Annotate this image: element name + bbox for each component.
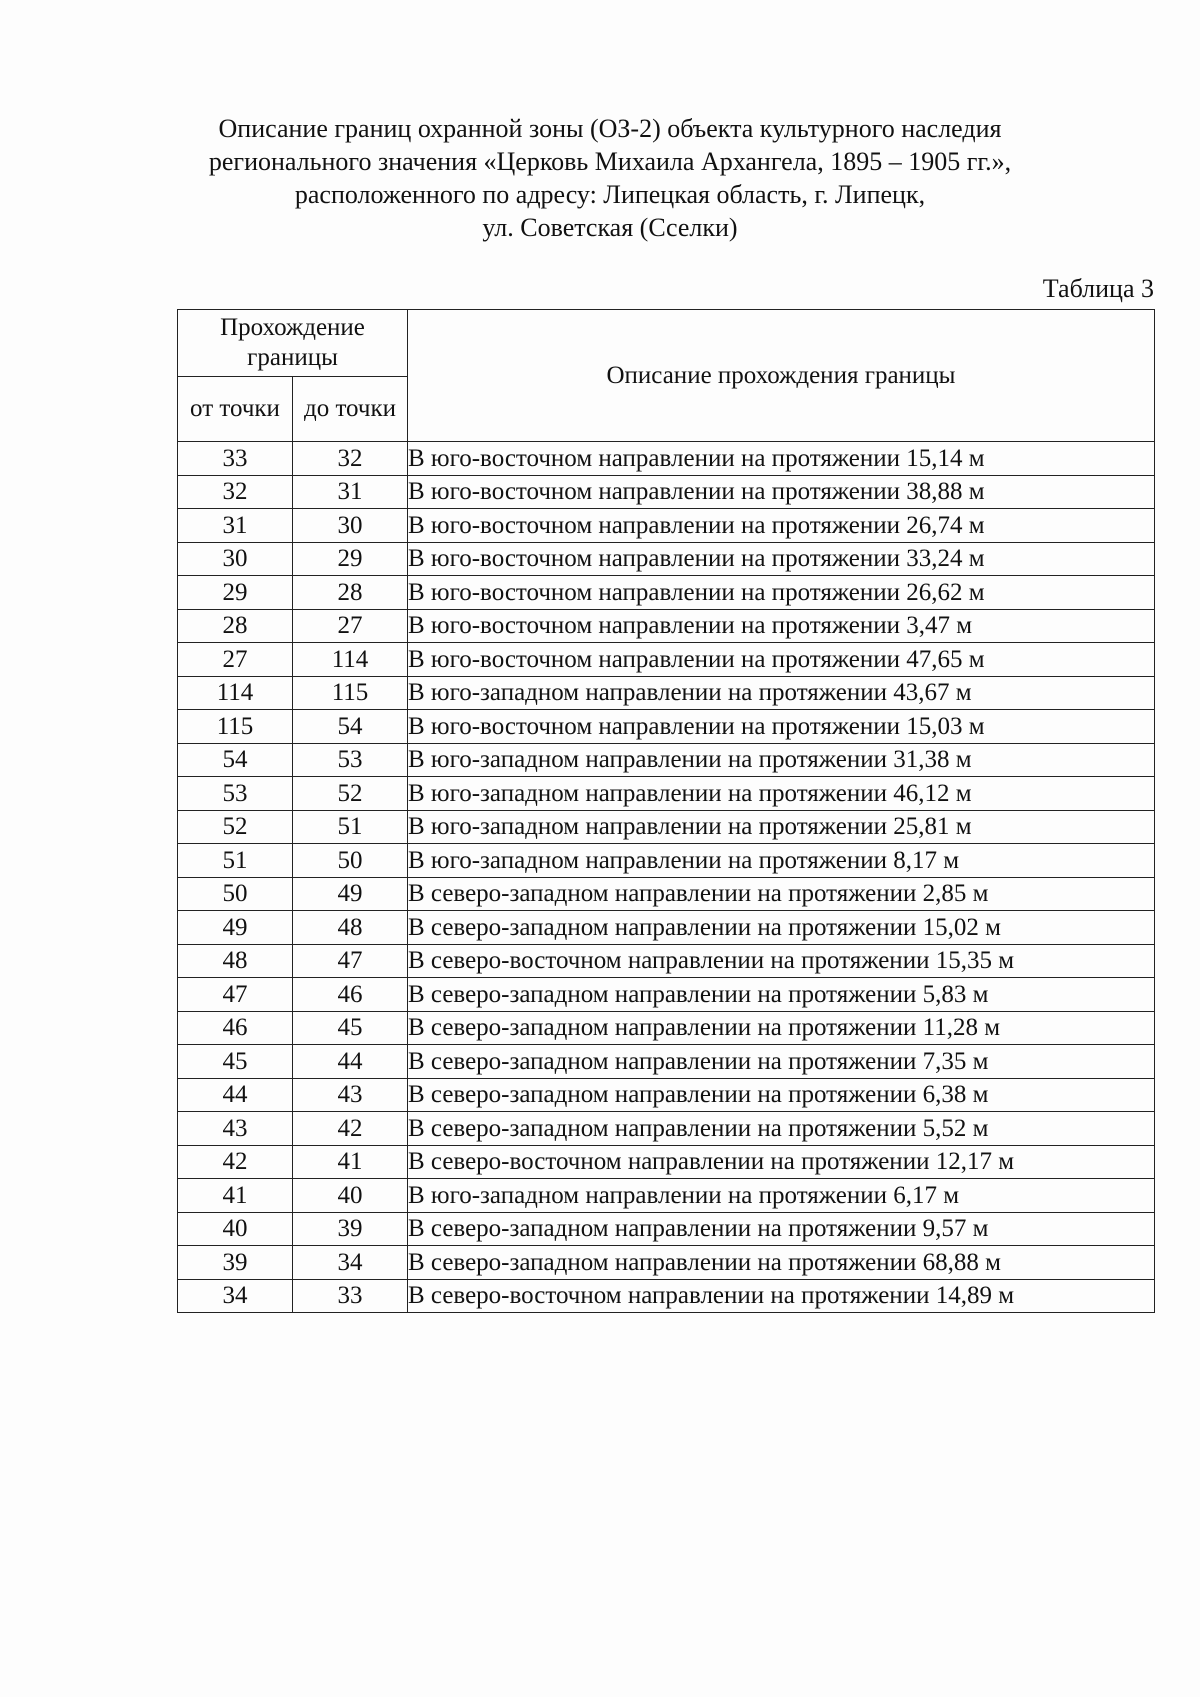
to-point-cell: 40 bbox=[293, 1179, 408, 1213]
from-point-cell: 46 bbox=[178, 1011, 293, 1045]
table-row bbox=[178, 710, 1155, 744]
table-row bbox=[178, 1112, 1155, 1146]
table-row bbox=[178, 1045, 1155, 1079]
table-row bbox=[178, 475, 1155, 509]
table-label: Таблица 3 bbox=[1042, 274, 1154, 303]
description-cell: В северо-западном направлении на протяжении 2,85 м bbox=[408, 877, 1155, 911]
table-row bbox=[178, 576, 1155, 610]
from-point-cell: 54 bbox=[178, 743, 293, 777]
to-point-cell: 32 bbox=[293, 442, 408, 476]
table-row bbox=[178, 542, 1155, 576]
description-cell: В северо-западном направлении на протяжении 68,88 м bbox=[408, 1246, 1155, 1280]
to-point-cell: 51 bbox=[293, 810, 408, 844]
from-point-cell: 47 bbox=[178, 978, 293, 1012]
from-point-cell: 45 bbox=[178, 1045, 293, 1079]
description-cell: В юго-восточном направлении на протяжении 3,47 м bbox=[408, 609, 1155, 643]
boundary-table bbox=[177, 309, 1155, 1313]
description-cell: В северо-западном направлении на протяжении 7,35 м bbox=[408, 1045, 1155, 1079]
table-row bbox=[178, 1279, 1155, 1313]
table-header bbox=[178, 310, 1155, 442]
to-point-cell: 27 bbox=[293, 609, 408, 643]
to-point-cell: 41 bbox=[293, 1145, 408, 1179]
to-point-cell: 54 bbox=[293, 710, 408, 744]
from-point-cell: 41 bbox=[178, 1179, 293, 1213]
from-point-cell: 32 bbox=[178, 475, 293, 509]
to-point-cell: 53 bbox=[293, 743, 408, 777]
to-point-cell: 114 bbox=[293, 643, 408, 677]
to-point-cell: 46 bbox=[293, 978, 408, 1012]
table-row bbox=[178, 944, 1155, 978]
title-line-4: ул. Советская (Сселки) bbox=[482, 213, 738, 242]
to-point-cell: 115 bbox=[293, 676, 408, 710]
from-point-cell: 48 bbox=[178, 944, 293, 978]
from-point-cell: 115 bbox=[178, 710, 293, 744]
description-cell: В юго-западном направлении на протяжении 25,81 м bbox=[408, 810, 1155, 844]
to-point-cell: 29 bbox=[293, 542, 408, 576]
from-point-cell: 43 bbox=[178, 1112, 293, 1146]
from-point-cell: 44 bbox=[178, 1078, 293, 1112]
table-row bbox=[178, 1078, 1155, 1112]
from-point-cell: 49 bbox=[178, 911, 293, 945]
header-description: Описание прохождения границы bbox=[408, 310, 1155, 442]
description-cell: В юго-западном направлении на протяжении 31,38 м bbox=[408, 743, 1155, 777]
table-row bbox=[178, 1179, 1155, 1213]
from-point-cell: 31 bbox=[178, 509, 293, 543]
table-row bbox=[178, 1011, 1155, 1045]
table-row bbox=[178, 1246, 1155, 1280]
description-cell: В северо-восточном направлении на протяжении 14,89 м bbox=[408, 1279, 1155, 1313]
from-point-cell: 28 bbox=[178, 609, 293, 643]
description-cell: В юго-восточном направлении на протяжении 33,24 м bbox=[408, 542, 1155, 576]
table-row bbox=[178, 1145, 1155, 1179]
title-line-3: расположенного по адресу: Липецкая область, г. Липецк, bbox=[294, 180, 926, 209]
description-cell: В северо-западном направлении на протяжении 5,83 м bbox=[408, 978, 1155, 1012]
description-cell: В юго-восточном направлении на протяжении 15,14 м bbox=[408, 442, 1155, 476]
description-cell: В северо-западном направлении на протяжении 15,02 м bbox=[408, 911, 1155, 945]
description-cell: В северо-западном направлении на протяжении 6,38 м bbox=[408, 1078, 1155, 1112]
description-cell: В юго-восточном направлении на протяжении 15,03 м bbox=[408, 710, 1155, 744]
from-point-cell: 50 bbox=[178, 877, 293, 911]
from-point-cell: 114 bbox=[178, 676, 293, 710]
from-point-cell: 51 bbox=[178, 844, 293, 878]
description-cell: В юго-восточном направлении на протяжении 26,74 м bbox=[408, 509, 1155, 543]
description-cell: В северо-западном направлении на протяжении 5,52 м bbox=[408, 1112, 1155, 1146]
from-point-cell: 42 bbox=[178, 1145, 293, 1179]
header-to-point: до точки bbox=[293, 377, 408, 442]
to-point-cell: 50 bbox=[293, 844, 408, 878]
table-row bbox=[178, 844, 1155, 878]
to-point-cell: 33 bbox=[293, 1279, 408, 1313]
description-cell: В юго-восточном направлении на протяжении 38,88 м bbox=[408, 475, 1155, 509]
from-point-cell: 53 bbox=[178, 777, 293, 811]
table-row bbox=[178, 877, 1155, 911]
table-row bbox=[178, 509, 1155, 543]
description-cell: В юго-восточном направлении на протяжении 26,62 м bbox=[408, 576, 1155, 610]
to-point-cell: 47 bbox=[293, 944, 408, 978]
to-point-cell: 28 bbox=[293, 576, 408, 610]
from-point-cell: 29 bbox=[178, 576, 293, 610]
table-row bbox=[178, 676, 1155, 710]
to-point-cell: 30 bbox=[293, 509, 408, 543]
to-point-cell: 42 bbox=[293, 1112, 408, 1146]
description-cell: В юго-западном направлении на протяжении 6,17 м bbox=[408, 1179, 1155, 1213]
to-point-cell: 34 bbox=[293, 1246, 408, 1280]
from-point-cell: 33 bbox=[178, 442, 293, 476]
from-point-cell: 34 bbox=[178, 1279, 293, 1313]
header-from-point: от точки bbox=[178, 377, 293, 442]
header-boundary-passage: Прохождение границы bbox=[178, 310, 408, 377]
description-cell: В юго-западном направлении на протяжении 8,17 м bbox=[408, 844, 1155, 878]
to-point-cell: 48 bbox=[293, 911, 408, 945]
to-point-cell: 39 bbox=[293, 1212, 408, 1246]
table-row bbox=[178, 609, 1155, 643]
table-row bbox=[178, 810, 1155, 844]
table-row bbox=[178, 743, 1155, 777]
to-point-cell: 31 bbox=[293, 475, 408, 509]
description-cell: В северо-западном направлении на протяжении 11,28 м bbox=[408, 1011, 1155, 1045]
description-cell: В северо-восточном направлении на протяжении 12,17 м bbox=[408, 1145, 1155, 1179]
description-cell: В юго-восточном направлении на протяжении 47,65 м bbox=[408, 643, 1155, 677]
table-row bbox=[178, 643, 1155, 677]
to-point-cell: 44 bbox=[293, 1045, 408, 1079]
to-point-cell: 45 bbox=[293, 1011, 408, 1045]
to-point-cell: 43 bbox=[293, 1078, 408, 1112]
table-row bbox=[178, 442, 1155, 476]
title-line-1: Описание границ охранной зоны (ОЗ-2) объекта культурного наследия bbox=[218, 114, 1002, 143]
table-row bbox=[178, 978, 1155, 1012]
from-point-cell: 52 bbox=[178, 810, 293, 844]
from-point-cell: 40 bbox=[178, 1212, 293, 1246]
to-point-cell: 52 bbox=[293, 777, 408, 811]
from-point-cell: 30 bbox=[178, 542, 293, 576]
to-point-cell: 49 bbox=[293, 877, 408, 911]
from-point-cell: 39 bbox=[178, 1246, 293, 1280]
description-cell: В юго-западном направлении на протяжении 43,67 м bbox=[408, 676, 1155, 710]
table-row bbox=[178, 777, 1155, 811]
document-title bbox=[170, 112, 1050, 244]
description-cell: В северо-западном направлении на протяжении 9,57 м bbox=[408, 1212, 1155, 1246]
title-line-2: регионального значения «Церковь Михаила Архангела, 1895 – 1905 гг.», bbox=[208, 147, 1012, 176]
from-point-cell: 27 bbox=[178, 643, 293, 677]
table-body bbox=[178, 442, 1155, 1313]
table-row bbox=[178, 1212, 1155, 1246]
description-cell: В юго-западном направлении на протяжении 46,12 м bbox=[408, 777, 1155, 811]
table-row bbox=[178, 911, 1155, 945]
description-cell: В северо-восточном направлении на протяжении 15,35 м bbox=[408, 944, 1155, 978]
